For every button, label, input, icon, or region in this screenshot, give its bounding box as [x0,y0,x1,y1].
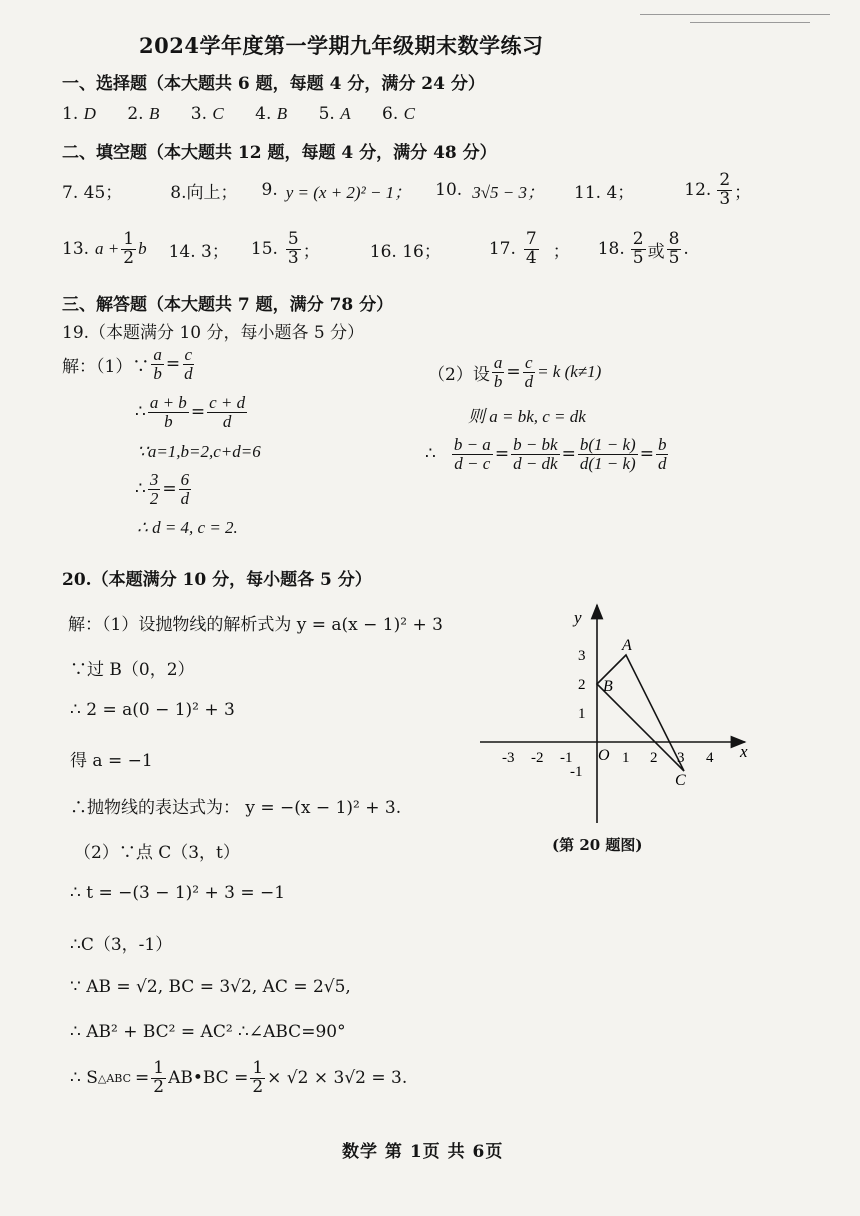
q20-frac: $\frac{1}{2}$ [252,1057,264,1097]
q20-frac: $\frac{1}{2}$ [153,1057,165,1097]
q19-frac: $\frac{6}{d}$ [180,469,190,508]
q19-frac: $\frac{c}{d}$ [184,344,193,383]
x-tick: 3 [677,750,685,766]
q20-line-8: ∴C（3，-1） [70,935,173,955]
q19-header: 19.（本题满分 10 分，每小题各 5 分） [62,323,365,343]
q19-frac: $\frac{b - a}{d - c}$ [453,434,491,473]
choice-answer: A [340,104,351,123]
choice-num: 6. [382,104,399,124]
choice-answers [62,104,415,124]
y-tick: 3 [578,648,586,664]
fill-q18-num: 18. [597,239,625,259]
fill-q13-a: a + [95,239,120,258]
origin-label: O [598,747,610,764]
choice-answer: C [212,104,224,123]
y-tick: 1 [578,706,586,722]
x-tick: -3 [502,750,515,766]
fill-q15-num: 15. [250,239,278,259]
x-tick: 2 [650,750,658,766]
fill-q10: 3√5 − 3； [472,182,545,202]
fill-q16: 16. 16； [369,241,441,262]
fill-q9-num: 9. [261,180,278,200]
q19-frac: $\frac{b - bk}{d - dk}$ [513,434,558,473]
q20-line-1: 解：（1）设抛物线的解析式为 y = a(x − 1)² + 3 [68,615,443,635]
x-tick: 4 [706,750,714,766]
figure-caption: (第 20 题图) [552,836,643,854]
fill-row-1: 7. 45； 8.向上； 9. y = (x + 2)² − 1； 10. 3√5 − 3； 11. 4； 12. $\frac{2}{3}$ ； [62,169,752,209]
section-choice-heading: 一、选择题（本大题共 6 题，每题 4 分，满分 24 分） [62,74,485,94]
y-tick: 2 [578,677,586,693]
q20-line-9: ∵ AB = √2, BC = 3√2, AC = 2√5, [70,977,351,997]
fill-q12-fraction: $\frac{2}{3}$ [719,169,731,209]
fill-q13-b: b [138,239,147,258]
x-tick: -2 [531,750,544,766]
choice-num: 3. [190,104,207,124]
page-title: 2024学年度第一学期九年级期末数学练习 [139,33,544,58]
fill-q8: 8.向上； [170,182,238,203]
q19-line-1: 解：（1）∵ $\frac{a}{b}$ = $\frac{c}{d}$ [62,344,193,383]
x-tick: -1 [560,750,573,766]
q19-part2-line-2: 则 a = bk, c = dk [468,407,586,426]
point-label-a: A [622,637,632,654]
choice-num: 2. [127,104,144,124]
triangle-abc [597,655,684,771]
section-fill-heading: 二、填空题（本大题共 12 题，每题 4 分，满分 48 分） [62,143,497,163]
q20-line-5: ∴抛物线的表达式为： y = −(x − 1)² + 3. [70,798,402,818]
fill-q11: 11. 4； [574,182,635,203]
q19-frac: $\frac{a}{b}$ [493,352,503,391]
choice-num: 4. [255,104,272,124]
q20-line-3: ∴ 2 = a(0 − 1)² + 3 [70,700,235,720]
fill-q13-num: 13. [62,239,90,259]
point-label-c: C [675,772,686,789]
page-footer: 数学 第 1页 共 6页 [342,1142,504,1162]
q20-coordinate-figure [470,595,770,835]
q19-frac: $\frac{b(1 - k)}{d(1 - k)}$ [579,434,636,473]
fill-q17-fraction: $\frac{7}{4}$ [525,228,537,268]
choice-answer: B [148,104,160,123]
q19-part2-line-3: ∴ $\frac{b - a}{d - c}$ = $\frac{b - bk}{d - dk}$ = $\frac{b(1 - k)}{d(1 - k)}$ = $\frac{b}{d}$ [425,434,667,473]
fill-q9: y = (x + 2)² − 1； [285,182,412,202]
q19-line-2: ∴ $\frac{a + b}{b}$ = $\frac{c + d}{d}$ [135,392,246,431]
point-label-b: B [603,678,613,695]
y-tick: -1 [570,764,583,780]
q19-line-3: ∵a=1,b=2,c+d=6 [137,442,261,461]
q20-line-7: ∴ t = −(3 − 1)² + 3 = −1 [70,883,286,903]
choice-answer: C [403,104,416,123]
fill-q18-fraction-1: $\frac{2}{5}$ [632,228,644,268]
q19-frac: $\frac{3}{2}$ [149,469,159,508]
fill-q14: 14. 3； [168,241,229,262]
q19-frac: $\frac{b}{d}$ [657,434,667,473]
scan-artifact [690,22,810,23]
scan-artifact [640,14,830,15]
x-axis-label: x [740,742,748,761]
q20-line-2: ∵过 B（0，2） [70,660,195,680]
q20-line-4: 得 a = −1 [70,751,153,771]
q19-frac: $\frac{a}{b}$ [153,344,162,383]
fill-q17-num: 17. [488,239,516,259]
fill-q15-fraction: $\frac{5}{3}$ [287,228,299,268]
fill-row-2: 13. a + $\frac{1}{2}$ b 14. 3； 15. $\frac{5}{3}$ ； 16. 16； 17. $\frac{7}{4}$ ； 18. $\frac{2}{5}$ 或 $\frac{8}{5}$ . [62,228,689,268]
q19-part2-line-1: （2）设 $\frac{a}{b}$ = $\frac{c}{d}$ = k (k≠1) [428,352,602,391]
fill-q13-fraction: $\frac{1}{2}$ [123,228,135,268]
choice-num: 5. [318,104,335,124]
q20-line-11: ∴ S △ABC = $\frac{1}{2}$ AB•BC = $\frac{1}{2}$ × √2 × 3√2 = 3. [70,1057,408,1097]
q20-line-10: ∴ AB² + BC² = AC² ∴∠ABC=90° [70,1022,346,1042]
x-tick: 1 [622,750,630,766]
choice-answer: D [83,104,96,123]
choice-num: 1. [62,104,79,124]
fill-q10-num: 10. [435,180,463,200]
choice-answer: B [276,104,288,123]
q20-header: 20.（本题满分 10 分，每小题各 5 分） [62,570,372,590]
section-solve-heading: 三、解答题（本大题共 7 题，满分 78 分） [62,295,394,315]
fill-q18-fraction-2: $\frac{8}{5}$ [668,228,680,268]
q20-line-6: （2）∵点 C（3，t） [74,843,240,863]
q19-line-5: ∴ d = 4, c = 2. [137,518,238,537]
y-axis-label: y [574,608,582,627]
q19-frac: $\frac{a + b}{b}$ [149,392,187,431]
q19-line-4: ∴ $\frac{3}{2}$ = $\frac{6}{d}$ [135,469,190,508]
fill-q7: 7. 45； [62,182,123,203]
fill-q12-num: 12. [684,180,712,200]
q19-frac: $\frac{c}{d}$ [524,352,534,391]
q19-frac: $\frac{c + d}{d}$ [209,392,246,431]
